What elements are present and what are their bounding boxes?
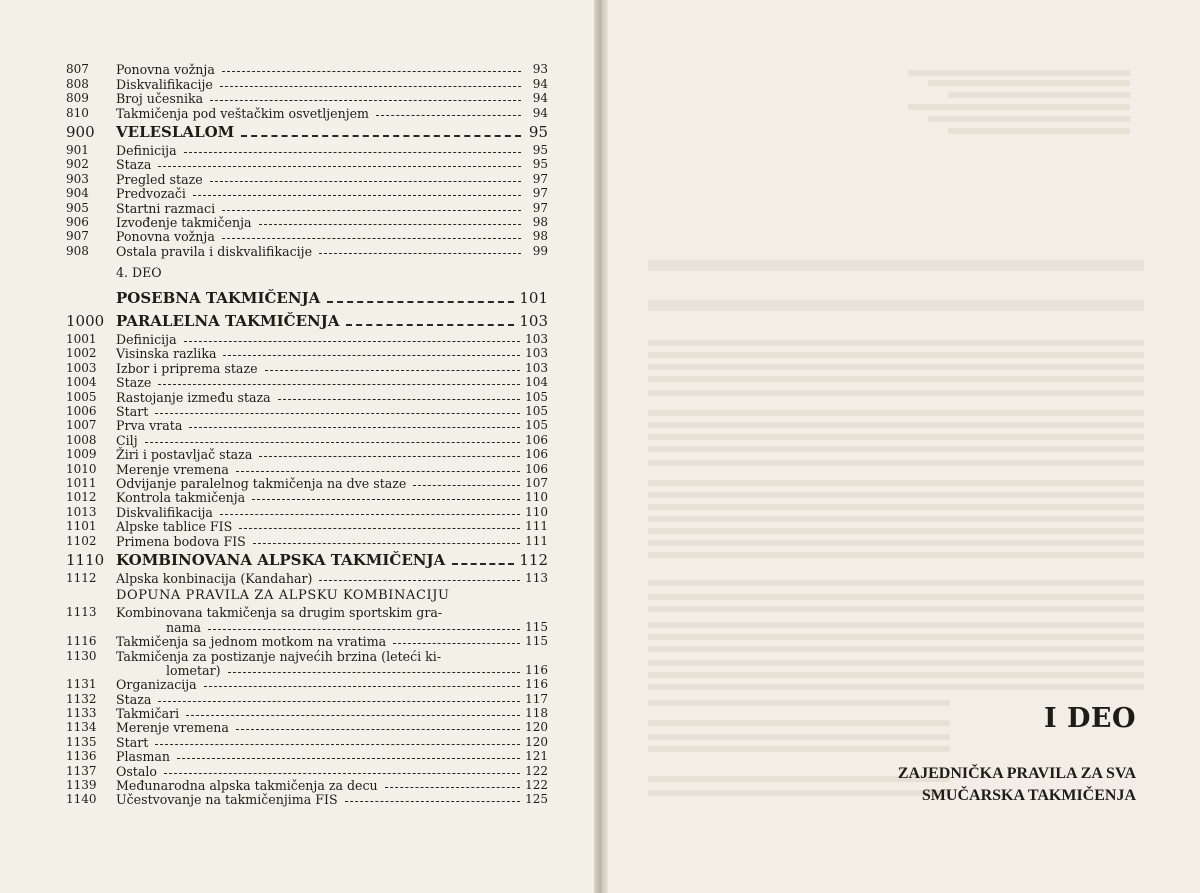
show-through-line [648,528,1144,534]
toc-leader-dashes [158,701,520,702]
toc-leader-dashes [220,514,520,515]
toc-section-number: 1130 [66,648,97,663]
toc-entry-title: Takmičenja pod veštačkim osvetljenjem [116,105,369,121]
toc-section-number: 1135 [66,734,97,749]
toc-entry-title: PARALELNA TAKMIČENJA [116,311,340,330]
show-through-line [648,700,950,706]
show-through-line [648,504,1144,510]
toc-leader-dashes [222,71,521,72]
toc-leader-dashes [222,238,521,239]
toc-section-number: 903 [66,171,89,186]
show-through-line [648,376,1144,382]
show-through-line [648,606,1144,612]
toc-section-number: 1010 [66,461,97,476]
toc-page-number: 115 [525,634,548,649]
toc-row [66,258,548,286]
toc-entry-title: Kontrola takmičenja [116,490,246,506]
toc-leader-dashes [164,773,520,774]
show-through-line [648,422,1144,428]
toc-row [66,619,548,633]
show-through-line [648,340,1144,346]
toc-entry-title: Alpske tablice FIS [116,519,233,535]
show-through-line [948,92,1130,98]
toc-leader-dashes [220,86,521,87]
show-through-line [648,720,950,726]
toc-row [66,504,548,518]
toc-entry-title: Rastojanje između staza [116,389,271,405]
toc-page-number: 95 [532,142,548,157]
toc-page-number: 98 [532,229,548,244]
toc-entry-title: Broj učesnika [116,91,204,107]
toc-page-number: 106 [525,461,548,476]
show-through-line [648,492,1144,498]
toc-section-number: 1131 [66,677,97,692]
toc-entry-title: Izbor i priprema staze [116,360,258,376]
toc-section-number: 1137 [66,763,97,778]
toc-leader-dashes [193,195,521,196]
toc-entry-title: Merenje vremena [116,461,229,477]
toc-leader-dashes [222,210,521,211]
toc-entry-title: Staza [116,157,152,173]
toc-entry-title: Start [116,404,149,420]
toc-section-number: 1000 [66,311,105,330]
toc-entry-title: Predvozači [116,186,186,202]
toc-page-number: 122 [525,763,548,778]
toc-page-number: 116 [525,677,548,692]
toc-page-number: 103 [525,360,548,375]
toc-row [66,143,548,157]
toc-entry-title: Diskvalifikacija [116,504,213,520]
show-through-line [648,746,950,752]
toc-leader-dashes [259,456,520,457]
toc-page-number: 112 [519,550,548,569]
toc-section-number: 1116 [66,634,97,649]
toc-page-number: 121 [525,749,548,764]
toc-row [66,605,548,619]
toc-page-number: 97 [532,200,548,215]
show-through-line [648,460,1144,466]
toc-entry-title: POSEBNA TAKMIČENJA [116,288,321,307]
toc-leader-dashes [145,442,520,443]
toc-leader-dashes [452,563,514,565]
toc-section-number: 905 [66,200,89,215]
toc-entry-title: Pregled staze [116,171,203,187]
toc-row [66,663,548,677]
toc-page-number: 94 [532,105,548,120]
toc-page-number: 110 [525,504,548,519]
show-through-line [648,594,1144,600]
toc-entry-title: Učestvovanje na takmičenjima FIS [116,792,338,808]
toc-row [66,720,548,734]
toc-page-number: 97 [532,186,548,201]
toc-section-number: 1140 [66,792,97,807]
toc-row [66,91,548,105]
show-through-line [648,672,1144,678]
toc-entry-title: Ostala pravila i diskvalifikacije [116,243,313,259]
toc-section-number: 1002 [66,346,97,361]
toc-leader-dashes [158,384,520,385]
toc-section-number: 1102 [66,533,97,548]
toc-entry-title: Plasman [116,749,171,765]
toc-row [66,186,548,200]
toc-section-number: 1004 [66,375,97,390]
toc-row [66,346,548,360]
show-through-line [648,480,1144,486]
toc-section-number: 900 [66,122,95,141]
toc-entry-title: Odvijanje paralelnog takmičenja na dve staze [116,475,407,491]
toc-section-number: 901 [66,142,89,157]
toc-page-number: 103 [525,346,548,361]
toc-row [66,447,548,461]
toc-page-number: 101 [519,288,548,307]
toc-row [66,585,548,605]
toc-page-number: 115 [525,619,548,634]
toc-page-number: 111 [525,519,548,534]
toc-row [66,476,548,490]
toc-page-number: 111 [525,533,548,548]
toc-leader-dashes [253,543,520,544]
toc-leader-dashes [376,115,521,116]
toc-entry-title: Diskvalifikacije [116,76,213,92]
toc-leader-dashes [210,100,521,101]
part-subtitle [776,763,1136,807]
toc-row [66,215,548,229]
toc-row [66,375,548,389]
toc-leader-dashes [319,253,521,254]
toc-entry-title: Staza [116,691,152,707]
toc-section-number: 1003 [66,360,97,375]
show-through-line [648,364,1144,370]
toc-section-number: 810 [66,105,89,120]
show-through-line [908,104,1130,110]
toc-entry-title: Takmičenja sa jednom motkom na vratima [116,634,387,650]
show-through-line [648,580,1144,586]
toc-entry-title: Staze [116,375,152,391]
part-subtitle-line: SMUČARSKA TAKMIČENJA [921,787,1136,804]
toc-entry-title: Start [116,734,149,750]
show-through-line [648,660,1144,666]
show-through-line [928,116,1130,122]
show-through-line [648,410,1144,416]
toc-row [66,734,548,748]
toc-row [66,571,548,585]
toc-section-number: 1007 [66,418,97,433]
toc-page-number: 103 [519,311,548,330]
show-through-line [648,434,1144,440]
toc-leader-dashes [252,499,520,500]
toc-row [66,105,548,119]
toc-row [66,533,548,547]
toc-section-number: 904 [66,186,89,201]
toc-page-number: 95 [528,122,548,141]
toc-row [66,243,548,257]
toc-leader-dashes [189,427,520,428]
toc-row [66,691,548,705]
toc-leader-dashes [346,324,514,326]
toc-row [66,548,548,571]
show-through-line [648,634,1144,640]
toc-page-number: 99 [532,243,548,258]
toc-section-number: 1009 [66,447,97,462]
toc-row [66,634,548,648]
show-through-line [648,352,1144,358]
show-through-line [648,390,1144,396]
toc-row [66,519,548,533]
toc-leader-dashes [155,744,520,745]
toc-entry-title: Startni razmaci [116,200,216,216]
toc-page-number: 105 [525,418,548,433]
toc-leader-dashes [184,341,521,342]
toc-entry-title: Žiri i postavljač staza [116,447,253,463]
toc-entry-title: Visinska razlika [116,346,217,362]
toc-leader-dashes [210,181,521,182]
toc-page-number: 94 [532,91,548,106]
toc-section-number: 808 [66,76,89,91]
toc-page-number: 113 [525,570,548,585]
toc-page-number: 120 [525,720,548,735]
toc-section-number: 807 [66,62,89,77]
toc-section-number: 1011 [66,475,97,490]
toc-entry-title: Definicija [116,332,177,348]
show-through-line [648,260,1144,271]
show-through-line [648,684,1144,690]
toc-entry-title: Ostalo [116,763,157,779]
toc-leader-dashes [177,758,520,759]
toc-page-number: 97 [532,171,548,186]
toc-page-number: 105 [525,389,548,404]
toc-row [66,309,548,332]
toc-page-number: 106 [525,432,548,447]
toc-entry-title: KOMBINOVANA ALPSKA TAKMIČENJA [116,550,446,569]
toc-section-number: 906 [66,214,89,229]
toc-entry-title: Kombinovana takmičenja sa drugim sportskim gra- [116,605,443,621]
toc-page-number: 125 [525,792,548,807]
show-through-line [648,552,1144,558]
toc-entry-title: Takmičari [116,706,180,722]
toc-entry-title: Ponovna vožnja [116,62,215,78]
toc-row [66,648,548,662]
toc-section-number: 1134 [66,720,97,735]
toc-page-number: 104 [525,375,548,390]
toc-leader-dashes [228,672,521,673]
toc-entry-title: Takmičenja za postizanje najvećih brzina (leteći ki- [116,648,442,664]
toc-page-number: 93 [532,62,548,77]
show-through-line [648,646,1144,652]
toc-leader-dashes [158,166,521,167]
part-subtitle-line: ZAJEDNIČKA PRAVILA ZA SVA [897,765,1136,782]
left-page [0,0,598,893]
toc-page-number: 106 [525,447,548,462]
toc-entry-title: Organizacija [116,677,197,693]
toc-entry-title: Međunarodna alpska takmičenja za decu [116,778,378,794]
toc-entry-title: Prva vrata [116,418,183,434]
toc-row [66,490,548,504]
toc-page-number: 98 [532,214,548,229]
toc-entry-title: VELESLALOM [116,122,235,141]
toc-entry-title: Definicija [116,142,177,158]
toc-section-number: 902 [66,157,89,172]
toc-section-number: 1013 [66,504,97,519]
toc-leader-dashes [236,729,520,730]
toc-entry-title: 4. DEO [116,264,162,280]
toc-leader-dashes [259,224,522,225]
toc-section-number: 809 [66,91,89,106]
show-through-line [648,516,1144,522]
toc-row [66,778,548,792]
toc-section-number: 907 [66,229,89,244]
show-through-line [648,446,1144,452]
toc-leader-dashes [319,580,520,581]
toc-page-number: 94 [532,76,548,91]
toc-page-number: 120 [525,734,548,749]
toc-section-number: 1112 [66,570,97,585]
toc-leader-dashes [278,399,520,400]
toc-entry-title: Primena bodova FIS [116,533,246,549]
toc-page-number: 117 [525,691,548,706]
toc-entry-title: Cilj [116,432,138,448]
toc-leader-dashes [204,686,520,687]
toc-section-number: 1001 [66,332,97,347]
toc-section-number: 1139 [66,778,97,793]
toc-row [66,706,548,720]
toc-row [66,332,548,346]
toc-leader-dashes [345,801,521,802]
toc-page-number: 95 [532,157,548,172]
show-through-line [928,80,1130,86]
show-through-line [648,622,1144,628]
toc-row [66,461,548,475]
toc-entry-title: Alpska konbinacija (Kandahar) [116,570,313,586]
show-through-line [648,734,950,740]
toc-leader-dashes [184,152,521,153]
toc-section-number: 1136 [66,749,97,764]
toc-leader-dashes [393,643,520,644]
toc-entry-title: lometar) [166,662,221,678]
toc-section-number: 1132 [66,691,97,706]
toc-row [66,76,548,90]
toc-row [66,200,548,214]
toc-row [66,171,548,185]
toc-page-number: 103 [525,332,548,347]
toc-section-number: 1012 [66,490,97,505]
toc-row [66,229,548,243]
toc-page-number: 116 [525,662,548,677]
toc-row [66,286,548,309]
toc-leader-dashes [241,135,521,137]
show-through-line [648,300,1144,311]
toc-row [66,677,548,691]
toc-page-number: 105 [525,404,548,419]
toc-section-number: 1101 [66,519,97,534]
show-through-line [648,540,1144,546]
toc-row [66,157,548,171]
toc-entry-title: Izvođenje takmičenja [116,214,252,230]
toc-row [66,62,548,76]
toc-row [66,360,548,374]
book-gutter [594,0,608,893]
toc-section-number: 1006 [66,404,97,419]
toc-row [66,389,548,403]
show-through-line [908,70,1130,76]
toc-leader-dashes [239,528,520,529]
toc-row [66,432,548,446]
toc-section-number: 1110 [66,550,105,569]
right-page [608,0,1200,893]
toc-entry-title: Ponovna vožnja [116,229,215,245]
part-title: I DEO [1043,703,1136,734]
toc-section-number: 1005 [66,389,97,404]
toc-page-number: 118 [525,706,548,721]
toc-section-number: 1133 [66,706,97,721]
table-of-contents [66,62,548,806]
toc-entry-title: DOPUNA PRAVILA ZA ALPSKU KOMBINACIJU [116,587,450,603]
toc-leader-dashes [208,629,520,630]
toc-leader-dashes [413,485,520,486]
toc-row [66,792,548,806]
toc-row [66,763,548,777]
toc-row [66,418,548,432]
toc-page-number: 107 [525,475,548,490]
toc-page-number: 122 [525,778,548,793]
toc-entry-title: Merenje vremena [116,720,229,736]
toc-row [66,120,548,143]
show-through-line [948,128,1130,134]
toc-row [66,404,548,418]
toc-section-number: 1113 [66,605,97,620]
toc-leader-dashes [385,787,520,788]
toc-leader-dashes [327,301,514,303]
toc-entry-title: nama [166,619,202,635]
toc-leader-dashes [265,370,521,371]
toc-leader-dashes [186,715,520,716]
toc-section-number: 1008 [66,432,97,447]
toc-leader-dashes [155,413,520,414]
toc-section-number: 908 [66,243,89,258]
toc-page-number: 110 [525,490,548,505]
toc-leader-dashes [223,355,520,356]
toc-leader-dashes [236,471,520,472]
toc-row [66,749,548,763]
